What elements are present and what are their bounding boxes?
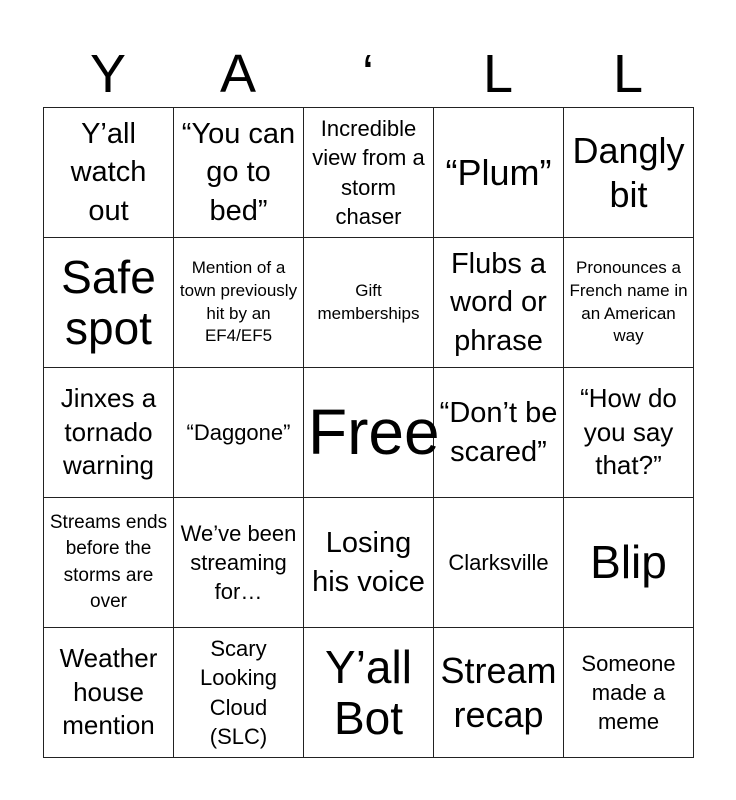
header-letter-1: Y — [89, 44, 127, 104]
bingo-cell[interactable] — [434, 498, 564, 628]
board-row-3 — [44, 368, 694, 498]
bingo-cell[interactable] — [434, 628, 564, 758]
bingo-cell[interactable] — [174, 238, 304, 368]
cell-label: We’ve been streaming for… — [180, 520, 297, 605]
cell-label: Pronounces a French name in an American way — [569, 258, 688, 346]
bingo-cell[interactable] — [44, 498, 174, 628]
bingo-cell[interactable] — [174, 498, 304, 628]
bingo-cell[interactable] — [304, 628, 434, 758]
bingo-cell[interactable] — [564, 368, 694, 498]
bingo-cell[interactable] — [304, 498, 434, 628]
bingo-cell[interactable] — [44, 108, 174, 238]
cell-label: Flubs a word or phrase — [450, 247, 547, 357]
bingo-cell[interactable] — [434, 108, 564, 238]
bingo-cell[interactable] — [174, 628, 304, 758]
bingo-cell[interactable] — [44, 368, 174, 498]
cell-label: Weather house mention — [59, 642, 158, 741]
board-row-5 — [44, 628, 694, 758]
header-letter-3: ‘ — [362, 44, 374, 104]
cell-label: Streams ends before the storms are over — [49, 512, 168, 612]
board-row-2 — [44, 238, 694, 368]
cell-label: Mention of a town previously hit by an EF4/EF5 — [179, 258, 298, 346]
cell-label: “How do you say that?” — [580, 382, 677, 481]
board-row-4 — [44, 498, 694, 628]
bingo-cell[interactable] — [564, 238, 694, 368]
cell-label: “You can go to bed” — [181, 117, 296, 227]
bingo-cell[interactable] — [44, 628, 174, 758]
bingo-board — [43, 107, 694, 758]
cell-label: Gift memberships — [317, 280, 420, 323]
header-letter-2: A — [219, 44, 257, 104]
cell-label: Someone made a meme — [581, 650, 676, 735]
free-space-label: Free — [308, 395, 440, 468]
cell-label: Safe spot — [61, 250, 156, 354]
bingo-cell[interactable] — [434, 238, 564, 368]
cell-label: Stream recap — [440, 650, 557, 735]
cell-label: Y’all watch out — [70, 117, 147, 227]
bingo-cell[interactable] — [174, 108, 304, 238]
bingo-cell[interactable] — [44, 238, 174, 368]
cell-label: Scary Looking Cloud (SLC) — [199, 636, 278, 749]
bingo-cell[interactable] — [304, 108, 434, 238]
cell-label: “Daggone” — [186, 419, 291, 445]
bingo-cell[interactable] — [434, 368, 564, 498]
cell-label: “Don’t be scared” — [439, 396, 558, 468]
bingo-cell[interactable] — [564, 628, 694, 758]
header-letter-5: L — [612, 44, 644, 104]
bingo-cell[interactable] — [564, 108, 694, 238]
cell-label: Dangly bit — [572, 130, 685, 215]
header-letter-4: L — [482, 44, 514, 104]
bingo-cell[interactable] — [564, 498, 694, 628]
bingo-cell[interactable] — [304, 238, 434, 368]
free-space[interactable] — [304, 368, 440, 498]
bingo-cell[interactable] — [174, 368, 304, 498]
cell-label: Y’all Bot — [325, 640, 412, 744]
cell-label: Losing his voice — [312, 526, 425, 598]
cell-label: Blip — [590, 536, 667, 589]
cell-label: Incredible view from a storm chaser — [312, 116, 425, 229]
cell-label: Clarksville — [448, 549, 549, 575]
board-row-1 — [44, 108, 694, 238]
bingo-header — [43, 40, 693, 108]
cell-label: “Plum” — [445, 151, 552, 193]
cell-label: Jinxes a tornado warning — [60, 382, 157, 481]
